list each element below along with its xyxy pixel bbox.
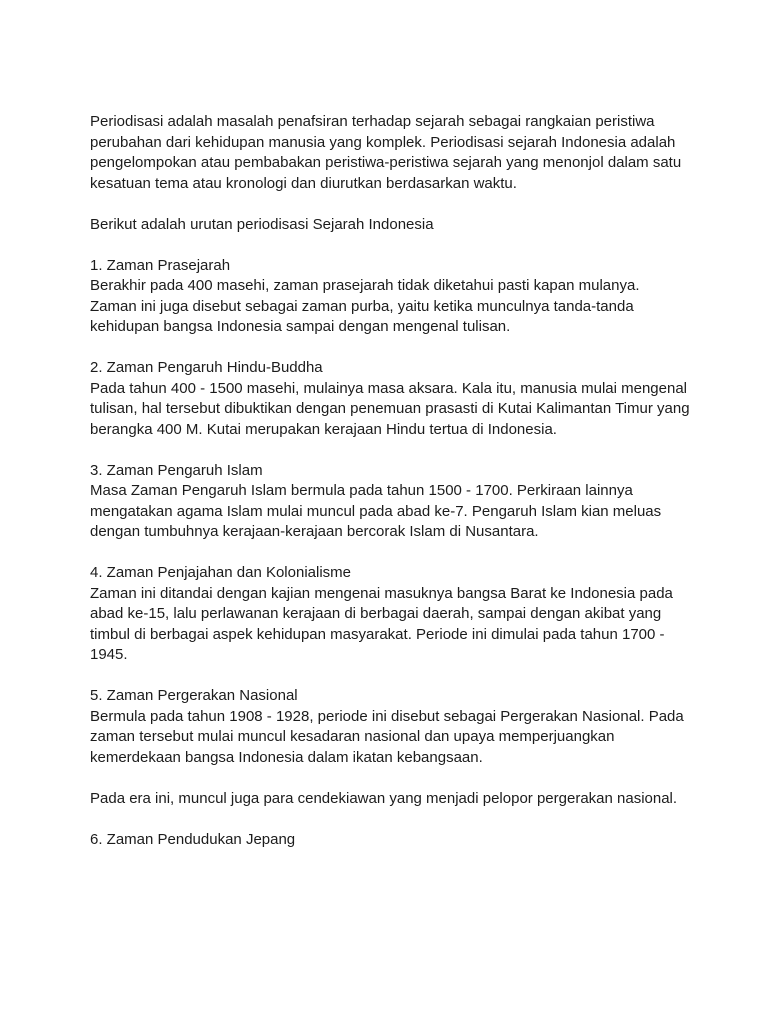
section-hindu-buddha: [90, 358, 690, 440]
section-prasejarah: [90, 256, 690, 338]
section-heading: 2. Zaman Pengaruh Hindu-Buddha: [90, 359, 323, 376]
section-pergerakan-nasional: [90, 686, 690, 768]
section-heading: 5. Zaman Pergerakan Nasional: [90, 687, 298, 704]
note-paragraph: Pada era ini, muncul juga para cendekiawan yang menjadi pelopor pergerakan nasional.: [90, 789, 678, 807]
section-text: Bermula pada tahun 1908 - 1928, periode ini disebut sebagai Pergerakan Nasional. Pada zaman tersebut mulai muncul kesadaran nasional dan upaya memperjuangkan kemerdekaan bangsa Indonesia dalam ikatan kebangsaan.: [90, 707, 684, 766]
section-heading-pendudukan-jepang: 6. Zaman Pendudukan Jepang: [90, 830, 296, 848]
section-penjajahan: [90, 563, 690, 666]
section-text: Masa Zaman Pengaruh Islam bermula pada tahun 1500 - 1700. Perkiraan lainnya mengatakan agama Islam mulai muncul pada abad ke-7. Pengaruh Islam kian meluas dengan tumbuhnya kerajaan-kerajaan bercorak Islam di Nusantara.: [90, 482, 662, 540]
intro-paragraph: Periodisasi adalah masalah penafsiran terhadap sejarah sebagai rangkaian peristiwa perubahan dari kehidupan manusia yang komplek. Periodisasi sejarah Indonesia adalah pengelompokan atau pembabakan peristiwa-peristiwa sejarah yang menonjol dalam satu kesatuan tema atau kronologi dan diurutkan berdasarkan waktu.: [90, 113, 682, 192]
section-heading: 4. Zaman Penjajahan dan Kolonialisme: [90, 564, 351, 581]
section-heading: 1. Zaman Prasejarah: [90, 256, 231, 274]
section-text: Zaman ini ditandai dengan kajian mengenai masuknya bangsa Barat ke Indonesia pada abad ke-15, lalu perlawanan kerajaan di berbagai daerah, sampai dengan akibat yang timbul di berbagai aspek kehidupan masyarakat. Periode ini dimulai pada tahun 1700 - 1945.: [90, 584, 673, 663]
section-heading: 3. Zaman Pengaruh Islam: [90, 461, 263, 479]
lead-paragraph: Berikut adalah urutan periodisasi Sejarah Indonesia: [90, 215, 434, 233]
section-islam: [90, 461, 690, 543]
document-page: [90, 112, 690, 871]
section-text: Pada tahun 400 - 1500 masehi, mulainya masa aksara. Kala itu, manusia mulai mengenal tulisan, hal tersebut dibuktikan dengan penemuan prasasti di Kutai Kalimantan Timur yang berangka 400 M. Kutai merupakan kerajaan Hindu tertua di Indonesia.: [90, 379, 690, 438]
section-text: Berakhir pada 400 masehi, zaman prasejarah tidak diketahui pasti kapan mulanya. Zaman ini juga disebut sebagai zaman purba, yaitu ketika munculnya tanda-tanda kehidupan bangsa Indonesia sampai dengan mengenal tulisan.: [90, 277, 640, 335]
